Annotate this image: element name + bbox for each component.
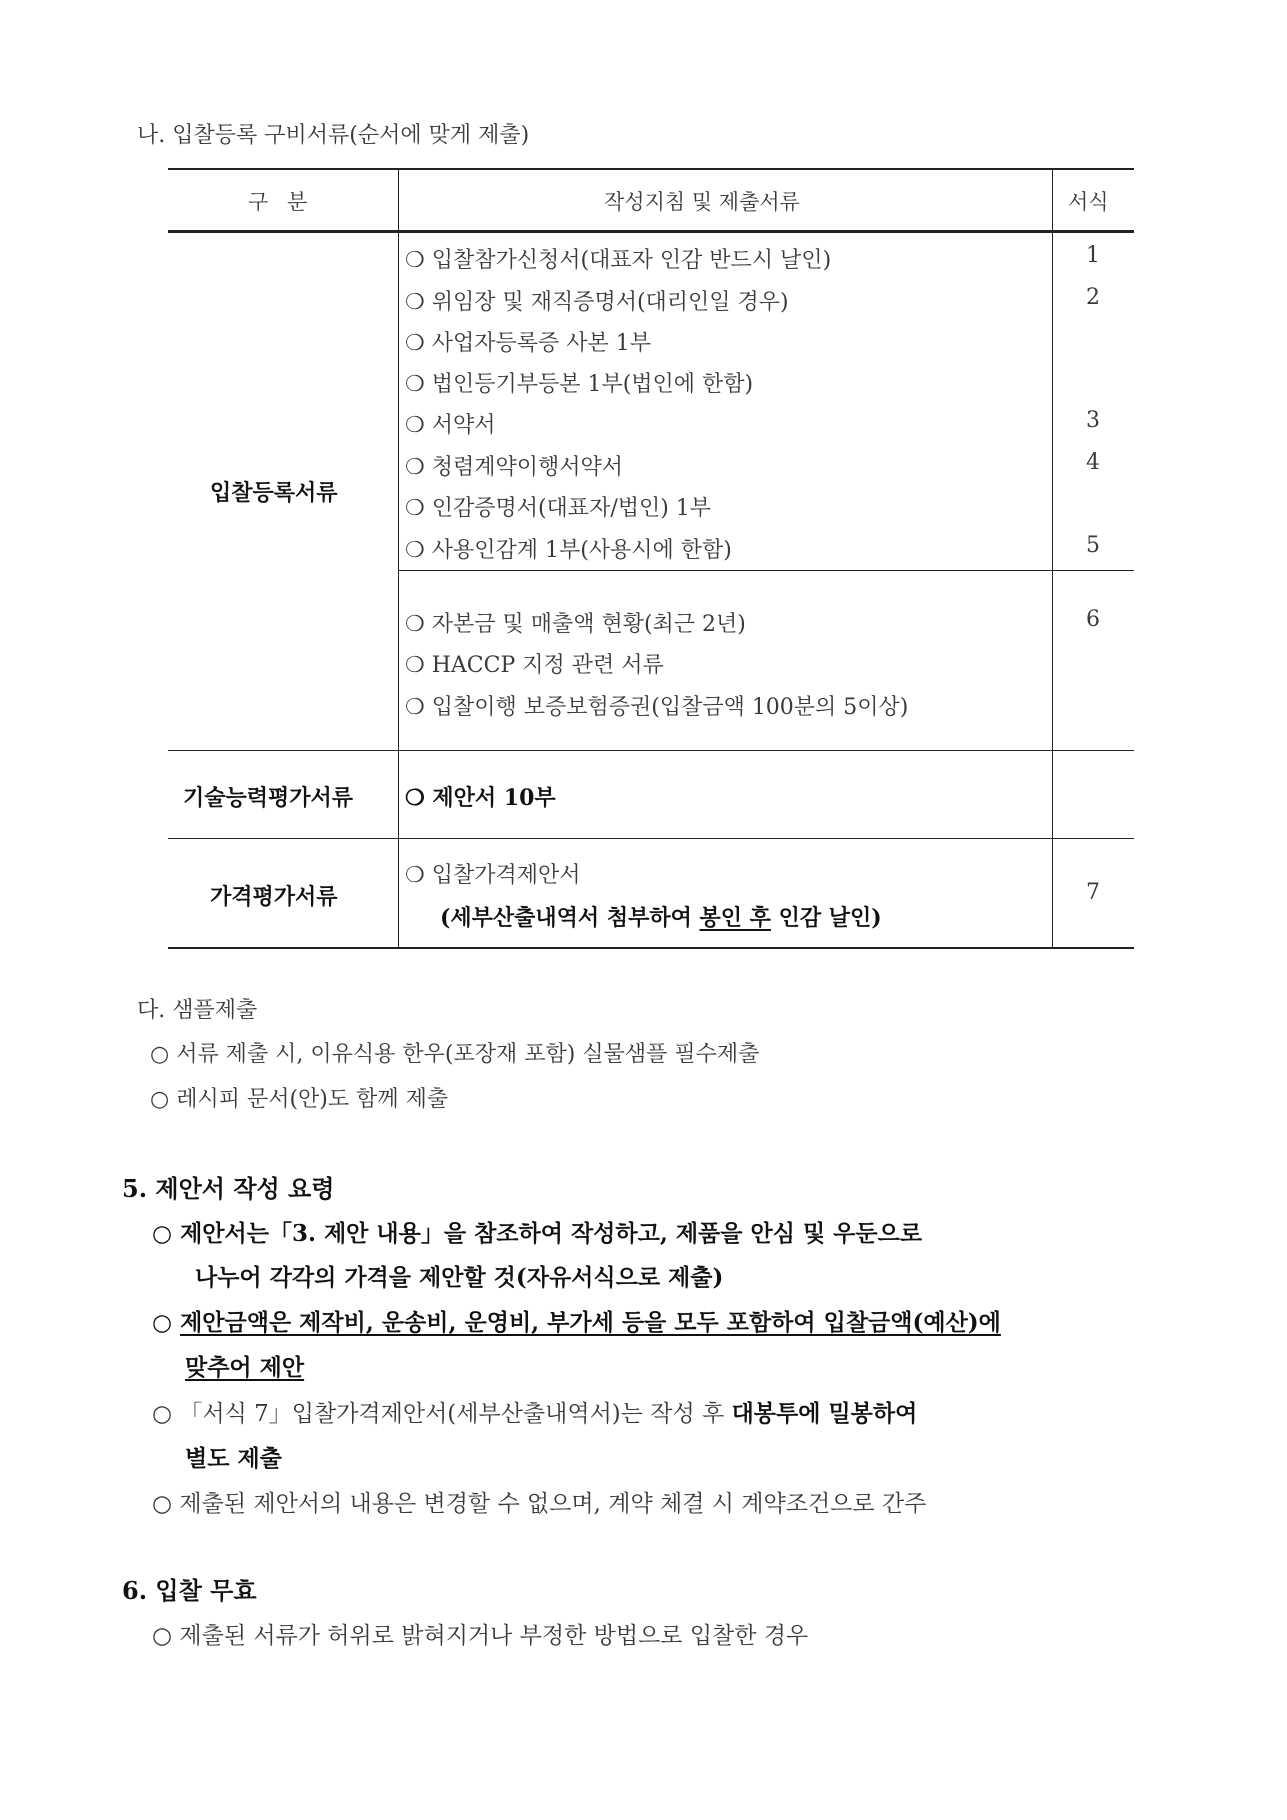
table-row-item: ❍ 입찰가격제안서 [405,863,581,888]
form-number: 5 [1086,533,1100,558]
form-number: 2 [1086,285,1100,310]
list-item: ○ 제출된 서류가 허위로 밝혀지거나 부정한 방법으로 입찰한 경우 [152,1623,809,1649]
list-item: ○ 제안서는「3. 제안 내용」을 참조하여 작성하고, 제품을 안심 및 우둔으로 [152,1220,923,1247]
table-row-item: ❍ 사용인감계 1부(사용시에 한함) [405,538,732,563]
table-row-item: ❍ 입찰참가신청서(대표자 인감 반드시 날인) [405,248,832,273]
category-bid-registration: 입찰등록서류 [210,480,338,506]
table-row-item: ❍ 제안서 10부 [405,785,556,811]
table-row-item: ❍ 자본금 및 매출액 현황(최근 2년) [405,612,746,637]
list-item-continuation: 별도 제출 [185,1445,282,1472]
category-technical-evaluation: 기술능력평가서류 [183,785,354,811]
table-row-item: ❍ 서약서 [405,413,496,438]
list-item: ○ 「서식 7」입찰가격제안서(세부산출내역서)는 작성 후 대봉투에 밀봉하여 [152,1400,918,1427]
header-form: 서식 [1068,190,1109,214]
section-na-title: 나. 입찰등록 구비서류(순서에 맞게 제출) [137,123,530,148]
list-item: ○ 제출된 제안서의 내용은 변경할 수 없으며, 계약 체결 시 계약조건으로 간주 [152,1491,927,1517]
list-item: ○ 레시피 문서(안)도 함께 제출 [150,1087,449,1112]
header-guide: 작성지침 및 제출서류 [604,190,800,214]
form-number: 3 [1086,408,1100,433]
form-number: 7 [1086,880,1100,905]
table-row-item: ❍ 위임장 및 재직증명서(대리인일 경우) [405,290,789,315]
list-item-continuation: 맞추어 제안 [185,1354,305,1381]
category-price-evaluation: 가격평가서류 [210,884,338,910]
list-item: ○ 서류 제출 시, 이유식용 한우(포장재 포함) 실물샘플 필수제출 [150,1042,760,1067]
table-row-item-note: (세부산출내역서 첨부하여 봉인 후 인감 날인) [440,905,882,931]
form-number: 4 [1086,450,1100,475]
section-6-title: 6. 입찰 무효 [122,1576,257,1605]
form-number: 1 [1086,243,1100,268]
table-row-item: ❍ HACCP 지정 관련 서류 [405,653,664,678]
list-item-continuation: 나누어 각각의 가격을 제안할 것(자유서식으로 제출) [195,1264,724,1291]
section-5-title: 5. 제안서 작성 요령 [122,1174,335,1203]
table-row-item: ❍ 청렴계약이행서약서 [405,455,623,480]
header-category: 구 분 [248,190,314,214]
list-item: ○ 제안금액은 제작비, 운송비, 운영비, 부가세 등을 모두 포함하여 입찰금액(예산)에 [152,1309,1001,1336]
table-row-item: ❍ 사업자등록증 사본 1부 [405,331,651,356]
section-da-title: 다. 샘플제출 [137,998,258,1023]
table-row-item: ❍ 입찰이행 보증보험증권(입찰금액 100분의 5이상) [405,695,909,720]
form-number: 6 [1086,607,1100,632]
table-row-item: ❍ 법인등기부등본 1부(법인에 한함) [405,372,754,397]
table-row-item: ❍ 인감증명서(대표자/법인) 1부 [405,496,712,521]
